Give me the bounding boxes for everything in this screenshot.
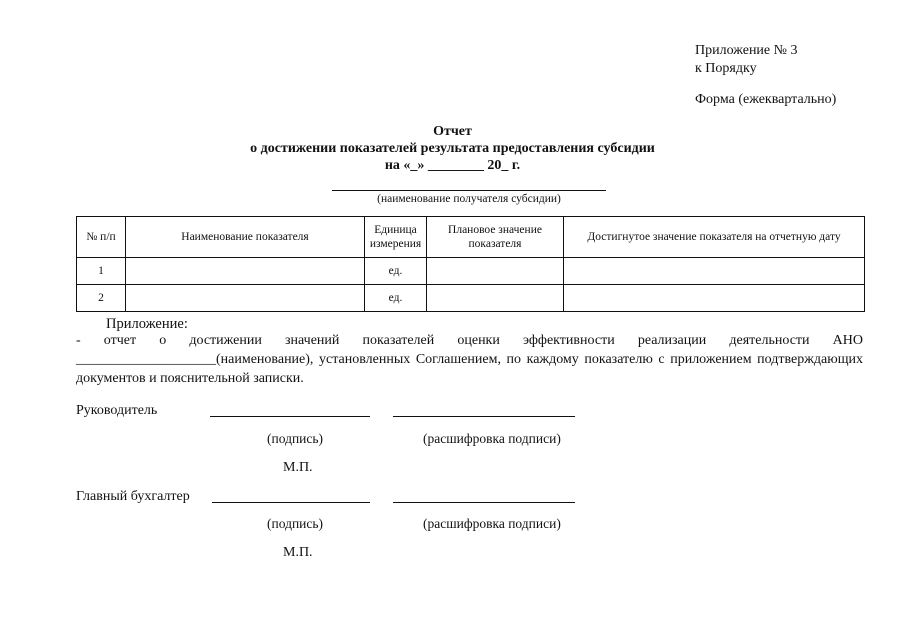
appendix-number: Приложение № 3 [695,43,798,58]
appendix-reference [695,42,798,78]
recipient-name-field[interactable] [332,190,606,191]
unit-cell: ед. [365,258,427,285]
planned-value-cell[interactable] [427,258,564,285]
head-signature-field[interactable] [210,416,370,417]
indicators-table [76,216,865,312]
head-name-caption: (расшифровка подписи) [423,431,561,446]
col-header-indicator-name: Наименование показателя [126,217,365,258]
report-subtitle: о достижении показателей результата предоставления субсидии [250,141,655,156]
indicator-name-cell[interactable] [126,258,365,285]
row-number: 2 [77,285,126,312]
planned-value-cell[interactable] [427,285,564,312]
table-row [77,285,865,312]
accountant-stamp-place: М.П. [283,545,313,560]
col-header-unit: Единица измерения [365,217,427,258]
col-header-achieved-value: Достигнутое значение показателя на отчетную дату [564,217,865,258]
table-row [77,258,865,285]
head-role-label: Руководитель [76,403,158,418]
report-date-line: на «_» ________ 20_ г. [384,158,521,173]
recipient-caption: (наименование получателя субсидии) [377,193,561,205]
accountant-signature-field[interactable] [212,502,370,503]
attachment-text: - отчет о достижении значений показателей оценки эффективности реализации деятельности АНО ____________________(наименование), установленных Соглашением, по каждому показателю с приложением подтверждающих документов и пояснительной записки. [76,333,863,386]
attachment-heading: Приложение: [106,316,188,332]
table-header-row [77,217,865,258]
accountant-name-field[interactable] [393,502,575,503]
accountant-role-label: Главный бухгалтер [76,489,190,504]
accountant-name-caption: (расшифровка подписи) [423,516,561,531]
achieved-value-cell[interactable] [564,285,865,312]
col-header-planned-value: Плановое значение показателя [427,217,564,258]
accountant-signature-caption: (подпись) [267,516,324,531]
achieved-value-cell[interactable] [564,258,865,285]
unit-cell: ед. [365,285,427,312]
col-header-number: № п/п [77,217,126,258]
form-type: Форма (ежеквартально) [695,92,837,107]
report-title: Отчет [433,124,472,139]
row-number: 1 [77,258,126,285]
indicator-name-cell[interactable] [126,285,365,312]
appendix-procedure-ref: к Порядку [695,61,757,76]
head-signature-caption: (подпись) [267,431,324,446]
head-stamp-place: М.П. [283,460,313,475]
head-name-field[interactable] [393,416,575,417]
